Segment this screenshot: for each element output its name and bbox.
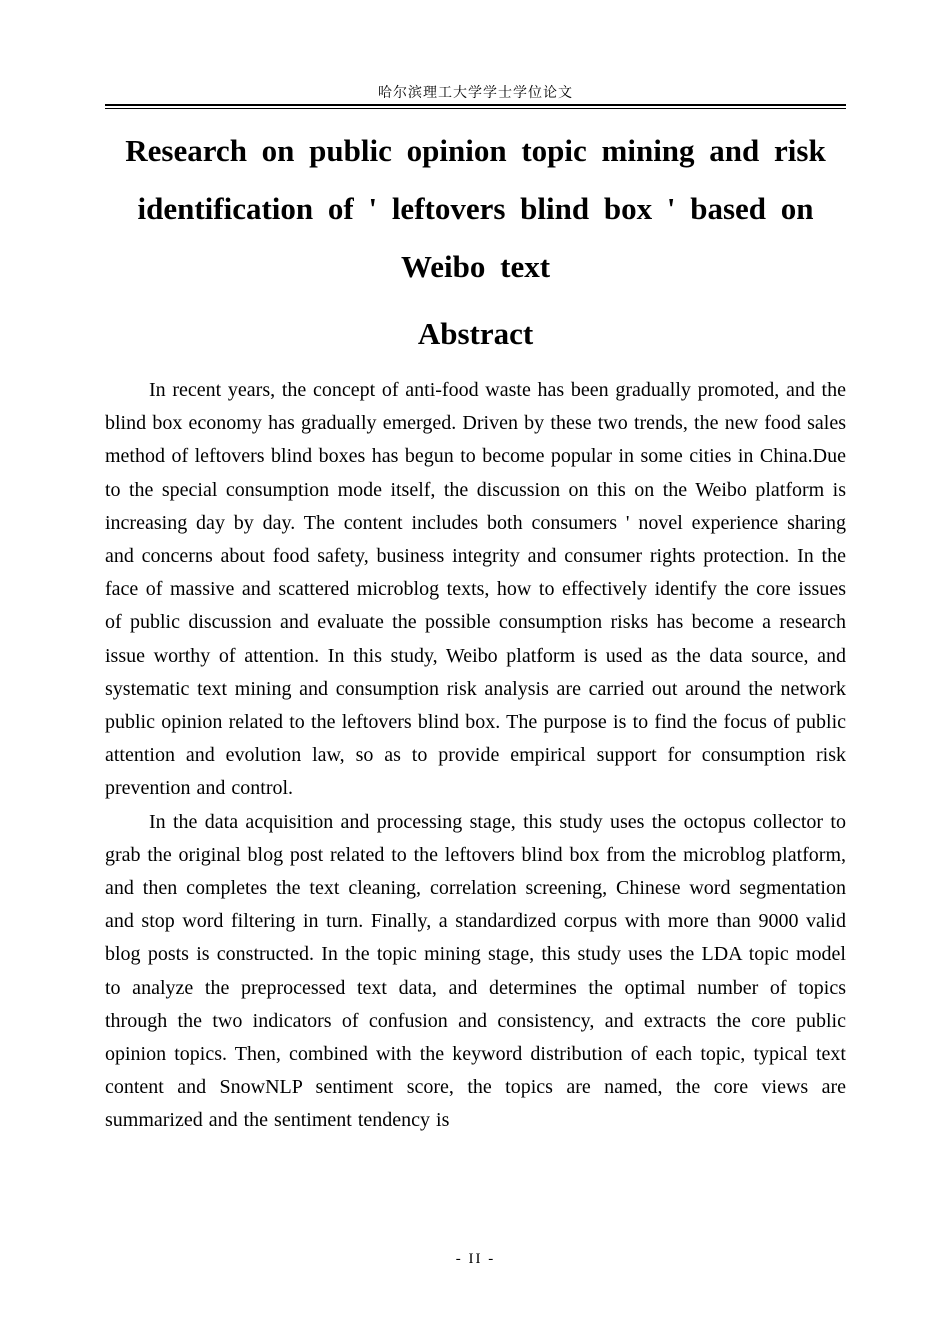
running-header: 哈尔滨理工大学学士学位论文 [378, 85, 573, 101]
abstract-heading: Abstract [417, 316, 534, 351]
paper-title: Research on public opinion topic mining and risk identification of ' leftovers blind box ' based on Weibo text [125, 133, 826, 284]
header-rule-thin [105, 108, 846, 109]
page-number: - II - [455, 1251, 496, 1267]
abstract-body [105, 374, 846, 1138]
abstract-paragraph-2: In the data acquisition and processing stage, this study uses the octopus collector to grab the original blog post related to the leftovers blind box from the microblog platform, and then completes the text cleaning, correlation screening, Chinese word segmentation and stop word filtering in turn. Finally, a standardized corpus with more than 9000 valid blog posts is constructed. In the topic mining stage, this study uses the LDA topic model to analyze the preprocessed text data, and determines the optimal number of topics through the two indicators of confusion and consistency, and extracts the core public opinion topics. Then, combined with the keyword distribution of each topic, typical text content and SnowNLP sentiment score, the topics are named, the core views are summarized and the sentiment tendency is [105, 810, 846, 1132]
header-rule-thick [105, 104, 846, 106]
abstract-paragraph-1: In recent years, the concept of anti-food waste has been gradually promoted, and the blind box economy has gradually emerged. Driven by these two trends, the new food sales method of leftovers blind boxes has begun to become popular in some cities in China.Due to the special consumption mode itself, the discussion on this on the Weibo platform is increasing day by day. The content includes both consumers ' novel experience sharing and concerns about food safety, business integrity and consumer rights protection. In the face of massive and scattered microblog texts, how to effectively identify the core issues of public discussion and evaluate the possible consumption risks has become a research issue worthy of attention. In this study, Weibo platform is used as the data source, and systematic text mining and consumption risk analysis are carried out around the network public opinion related to the leftovers blind box. The purpose is to find the focus of public attention and evolution law, so as to provide empirical support for consumption risk prevention and control. [105, 379, 846, 800]
